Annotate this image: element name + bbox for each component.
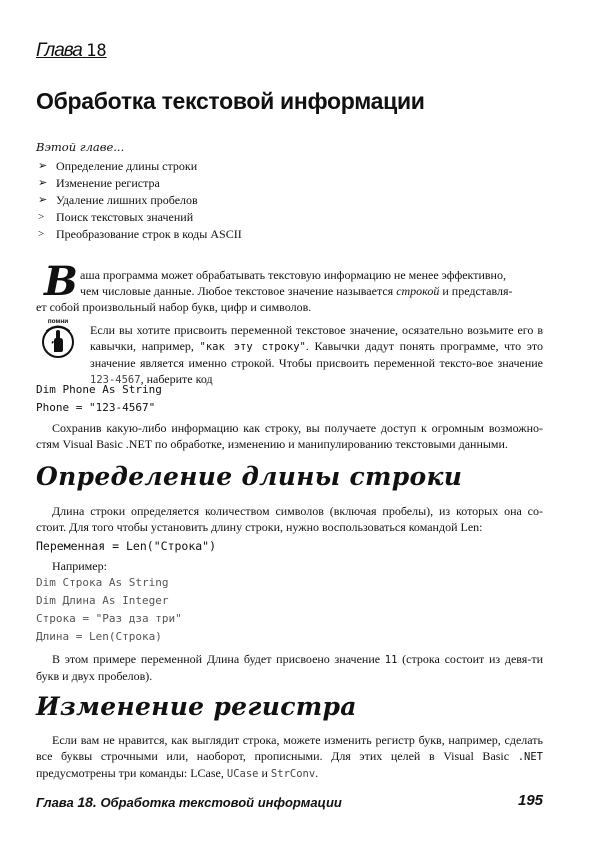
example-value: 123-4567 bbox=[90, 374, 141, 386]
arrow-bullet-icon: > bbox=[38, 211, 45, 223]
code-line: Длина = Len(Строка) bbox=[36, 630, 162, 643]
arrow-bullet-icon: ➢ bbox=[38, 160, 48, 172]
remember-icon-label: помни bbox=[47, 318, 69, 325]
page-number: 195 bbox=[518, 792, 544, 809]
section1-result: В этом примере переменной Длина будет присвоено значение 11 (строка состоит из девя-ти букв и двух пробелов). bbox=[36, 652, 543, 683]
chapter-number: 18 bbox=[86, 41, 107, 61]
arrow-bullet-icon: ➢ bbox=[38, 194, 48, 206]
paragraph-after-code: Сохранив какую-либо информацию как строку, вы получаете доступ к огромным возможно-стям Visual Basic .NET по обработке, изменению и манипулированию текстовыми данными. bbox=[36, 421, 543, 451]
running-footer: Глава 18. Обработка текстовой информации bbox=[36, 794, 342, 810]
intro-line-2: чем числовые данные. Любое текстовое значение называется строкой и представля- bbox=[80, 284, 513, 298]
chapter-title: Обработка текстовой информации bbox=[36, 88, 425, 114]
result-value: 11 bbox=[384, 654, 398, 666]
drop-cap: В bbox=[44, 258, 78, 305]
arrow-bullet-icon: ➢ bbox=[38, 177, 48, 189]
section2-paragraph: Если вам не нравится, как выглядит строка, можете изменить регистр букв, например, сделать все буквы строчными или, наоборот, прописными. Для этих целей в Visual Basic .NET предусмотрены три команды: LCase, UCase и StrConv. bbox=[36, 733, 543, 780]
intro-line-3: ет собой произвольный набор букв, цифр и символов. bbox=[36, 300, 312, 314]
footer-title: Обработка текстовой информации bbox=[100, 795, 342, 810]
chapter-label bbox=[36, 40, 107, 62]
net-label: .NET bbox=[517, 751, 543, 763]
section1-paragraph: Длина строки определяется количеством символов (включая пробелы), из которых она со-стоит. Для того чтобы установить длину строки, нужно воспользоваться командой Len: bbox=[36, 504, 543, 534]
section-heading-change-case: Изменение регистра bbox=[36, 692, 357, 721]
example-string: "как эту строку" bbox=[199, 341, 306, 353]
list-item: ➢ Определение длины строки bbox=[38, 159, 198, 173]
intro-line-1: аша программа может обрабатывать текстовую информацию не менее эффективно, bbox=[80, 268, 506, 282]
arrow-bullet-icon: > bbox=[38, 228, 45, 240]
section-heading-string-length: Определение длины строки bbox=[36, 462, 463, 491]
len-syntax: Переменная = Len("Строка") bbox=[36, 539, 217, 553]
chapter-contents-list bbox=[38, 158, 242, 243]
list-item: ➢ Изменение регистра bbox=[38, 176, 160, 190]
list-item: ➢ Удаление лишних пробелов bbox=[38, 193, 198, 207]
footer-chapter-number: 18. bbox=[77, 794, 97, 810]
note-text: Если вы хотите присвоить переменной текстовое значение, осязательно возьмите его в кавычки, например, "как эту строку". Кавычки дадут понять программе, что это значение является именно строкой. Чтобы присвоить переменной тексто-вое значение 123-4567, наберите код bbox=[90, 323, 543, 386]
chapter-word: Глава bbox=[36, 40, 82, 61]
code-line: Dim Длина As Integer bbox=[36, 594, 169, 607]
remember-hand-icon bbox=[40, 322, 76, 358]
code-line: Phone = "123-4567" bbox=[36, 401, 156, 414]
example-label: Например: bbox=[52, 559, 107, 573]
ucase-command: UCase bbox=[226, 768, 259, 780]
list-item: > Преобразование строк в коды ASCII bbox=[38, 227, 242, 241]
code-line: Строка = "Раз дза три" bbox=[36, 612, 182, 625]
in-chapter-heading: Вэтой главе... bbox=[36, 140, 125, 154]
list-item: > Поиск текстовых значений bbox=[38, 210, 194, 224]
code-line: Dim Строка As String bbox=[36, 576, 169, 589]
code-line: Dim Phone As String bbox=[36, 383, 162, 396]
strconv-command: StrConv bbox=[270, 768, 316, 780]
term-string: строкой bbox=[396, 284, 440, 298]
